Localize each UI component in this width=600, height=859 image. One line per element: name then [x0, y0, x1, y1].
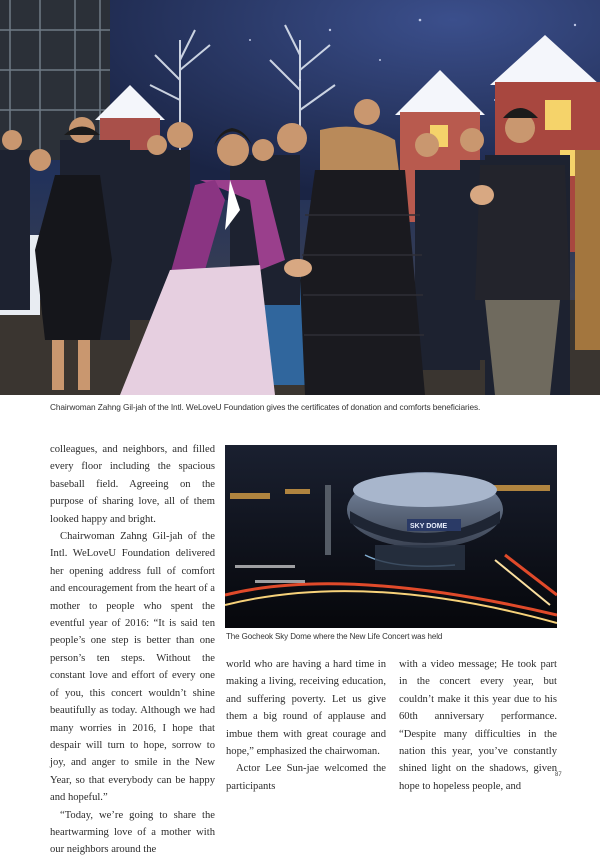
paragraph: Chairwoman Zahng Gil-jah of the Intl. WeLoveU Foundation delivered her opening address full of comfort and encouragement from the heart of a mother to people who spent the eventful year of 2016: “It is said ten people’s one step is better than one person’s ten steps. Without the constant love and effort of every one of you, this concert wouldn’t shine beautifully as today. Although we had many worries in 2016, I hope that despair will turn to hope, sorrow to joy, and anger to smile in the New Year, so that everybody can be happy and hopeful.” [50, 531, 215, 804]
sky-dome-sign: SKY DOME [410, 523, 448, 530]
article-column-2 [226, 656, 386, 795]
article-column-3 [399, 656, 557, 795]
article-column-1 [50, 441, 215, 859]
paragraph: with a video message; He took part in the concert every year, but couldn’t make it this year due to his 60th anniversary performance. “Despite many difficulties in the nation this year, you’ve constantly shined light on the shadows, given hope to hopeless people, and [399, 659, 557, 792]
sky-dome-photo-illustration [225, 445, 557, 628]
page-number: 87 [555, 772, 562, 778]
paragraph: Actor Lee Sun-jae welcomed the participants [226, 763, 386, 792]
ceremony-photo-illustration [0, 0, 600, 395]
sky-dome-photo [225, 445, 557, 628]
paragraph: colleagues, and neighbors, and filled every floor including the spacious baseball field. Agreeing on the purpose of sharing love, all of them looked happy and bright. [50, 444, 215, 525]
ceremony-photo [0, 0, 600, 395]
sky-dome-photo-caption: The Gocheok Sky Dome where the New Life Concert was held [226, 632, 443, 641]
paragraph: “Today, we’re going to share the heartwarming love of a mother with our neighbors around the [50, 809, 215, 856]
ceremony-photo-caption: Chairwoman Zahng Gil-jah of the Intl. WeLoveU Foundation gives the certificates of donation and comforts beneficiaries. [50, 402, 481, 412]
paragraph: world who are having a hard time in making a living, receiving education, and suffering poverty. Let us give them a big round of applause and imbue them with great courage and hope,” emphasized the chairwoman. [226, 659, 386, 758]
